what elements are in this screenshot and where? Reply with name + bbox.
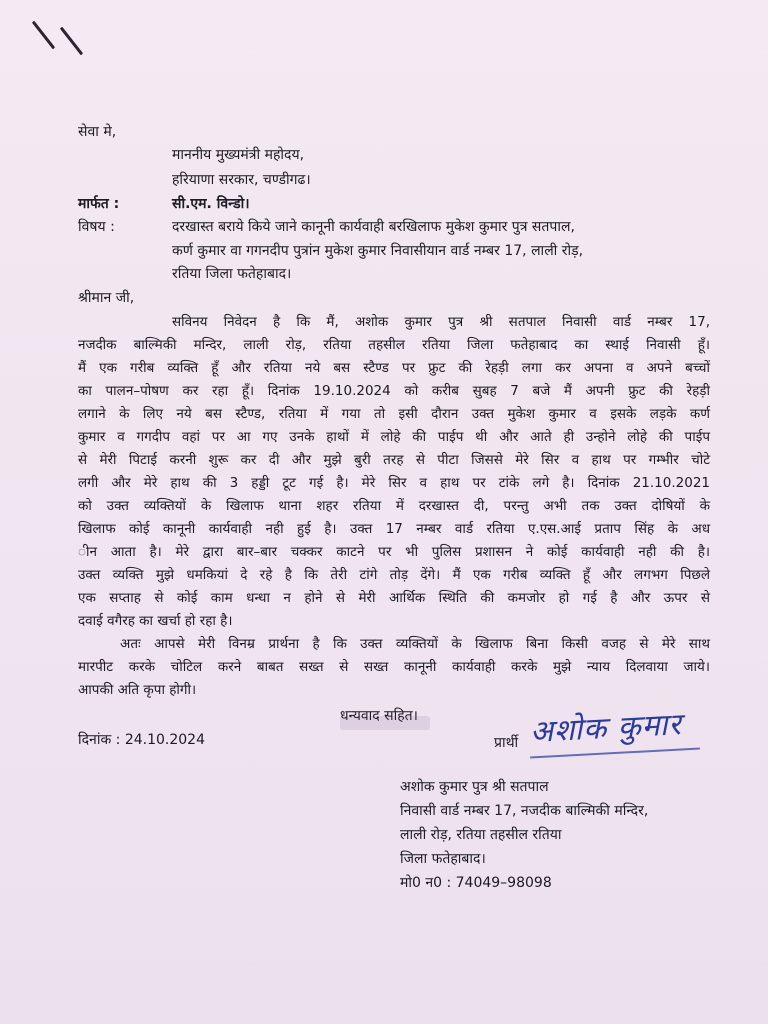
closing: धन्यवाद सहित। [340, 708, 418, 724]
salutation-to: सेवा मे, [78, 124, 117, 140]
body-line: लगी और मेरे हाथ की 3 हड्डी टूट गई है। मेरे सिर व हाथ पर टांके लगे है। दिनांक 21.10.2021 [78, 475, 710, 491]
body-line: कुमार व गगदीप वहां पर आ गए उनके हाथों में लोहे की पाईप थी और आते ही उन्होने लोहे की पाईप [78, 429, 710, 445]
sender-line: अशोक कुमार पुत्र श्री सतपाल [400, 779, 549, 795]
applicant-label: प्रार्थी [494, 735, 519, 751]
pen-stroke [32, 21, 55, 50]
applicant-signature: अशोक कुमार [529, 707, 683, 750]
body-line: लगाने के लिए नये बस स्टैण्ड, रतिया में गया तो इसी दौरान उक्त मुकेश कुमार व इसके लड़के कर्ण [78, 406, 710, 422]
body-line: मारपीट करके चोटिल करने बाबत सख्त से सख्त कानूनी कार्यवाही करके मुझे न्याय दिलवाया जाये। [78, 659, 710, 675]
subject-line: दरखास्त बराये किये जाने कानूनी कार्यवाही बरखिलाफ मुकेश कुमार पुत्र सतपाल, [172, 219, 575, 235]
body-line: से मेरी पिटाई करनी शुरू कर दी और मुझे बुरी तरह से पीटा जिससे मेरे सिर व हाथ पर गम्भीर चोटे [78, 452, 710, 468]
sender-line: निवासी वार्ड नम्बर 17, नजदीक बाल्मिकी मन्दिर, [400, 803, 649, 819]
body-line: को उक्त व्यक्तियों के खिलाफ थाना शहर रतिया में दरखास्त दी, परन्तु अभी तक उक्त दोषियों के [78, 498, 710, 514]
body-line: खिलाफ कोई कानूनी कार्यवाही नही हुई है। उक्त 17 नम्बर वार्ड रतिया ए.एस.आई प्रताप सिंह के अध [78, 521, 710, 537]
body-line: मैं एक गरीब व्यक्ति हूँ और रतिया नये बस स्टैण्ड पर फ्रुट की रेहड़ी लगा कर अपना व अपने बच्चों [78, 360, 710, 376]
body-line: आपकी अति कृपा होगी। [78, 682, 197, 698]
body-line: एक सप्ताह से कोई काम धन्धा न होने से मेरी आर्थिक स्थिति की कमजोर हो गई है और ऊपर से [78, 590, 710, 606]
body-line: दवाई वगैरह का खर्चा हो रहा है। [78, 613, 233, 629]
sender-line: लाली रोड़, रतिया तहसील रतिया [400, 827, 562, 843]
addressee-line: हरियाणा सरकार, चण्डीगढ। [172, 172, 311, 188]
body-line: नजदीक बाल्मिकी मन्दिर, लाली रोड़, रतिया तहसील रतिया जिला फतेहाबाद का स्थाई निवासी हूँ। [78, 337, 710, 353]
pen-stroke [60, 27, 83, 56]
via-label: मार्फत : [78, 196, 120, 212]
faint-stamp-mark [340, 716, 430, 730]
body-line: अतः आपसे मेरी विनम्र प्रार्थना है कि उक्त व्यक्तियों के खिलाफ बिना किसी वजह से मेरे साथ [120, 636, 710, 652]
subject-line: रतिया जिला फतेहाबाद। [172, 266, 292, 282]
date-line: दिनांक : 24.10.2024 [78, 732, 205, 748]
subject-label: विषय : [78, 219, 115, 235]
body-line: सविनय निवेदन है कि मैं, अशोक कुमार पुत्र श्री सतपाल निवासी वार्ड नम्बर 17, [172, 314, 710, 330]
body-line: उक्त व्यक्ति मुझे धमकियां दे रहे है कि तेरी टांगे तोड़ देंगे। मैं एक गरीब व्यक्ति हूँ और लगभग पिछले [78, 567, 710, 583]
addressee-line: माननीय मुख्यमंत्री महोदय, [172, 147, 305, 163]
body-line: ीन आता है। मेरे द्वारा बार–बार चक्कर काटने पर भी पुलिस प्रशासन ने कोई कार्यवाही नही की है। [78, 544, 710, 560]
sender-phone: मो0 न0 : 74049–98098 [400, 875, 552, 891]
via-value: सी.एम. विन्डो। [172, 196, 250, 212]
sender-line: जिला फतेहाबाद। [400, 851, 486, 867]
body-line: का पालन–पोषण कर रहा हूँ। दिनांक 19.10.2024 को करीब सुबह 7 बजे मैं अपनी फ्रुट की रेहड़ी [78, 383, 710, 399]
subject-line: कर्ण कुमार वा गगनदीप पुत्रांन मुकेश कुमार निवासीयान वार्ड नम्बर 17, लाली रोड़, [172, 243, 584, 259]
greeting: श्रीमान जी, [78, 290, 135, 306]
